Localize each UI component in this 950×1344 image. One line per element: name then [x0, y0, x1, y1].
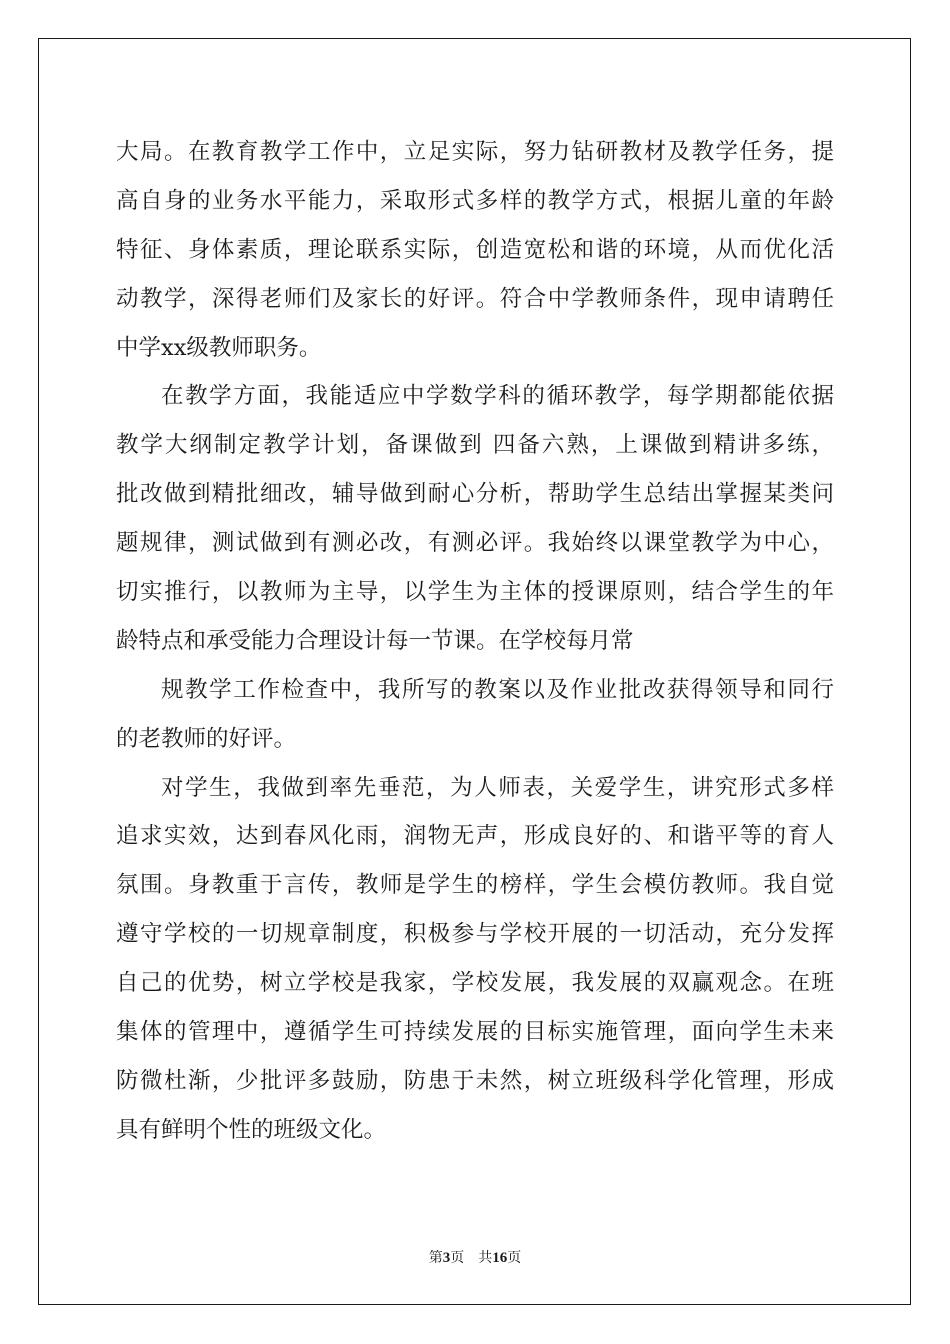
text-line: 遵守学校的一切规章制度，积极参与学校开展的一切活动，充分发挥: [116, 921, 834, 948]
text-line: 大局。在教育教学工作中，立足实际，努力钻研教材及教学任务，提: [116, 139, 834, 165]
text-line: 氛围。身教重于言传，教师是学生的榜样，学生会模仿教师。我自觉: [116, 872, 834, 899]
text-line: 规教学工作检查中，我所写的教案以及作业批改获得领导和同行: [161, 676, 834, 703]
text-line: 防微杜渐，少批评多鼓励，防患于未然，树立班级科学化管理，形成: [116, 1067, 834, 1094]
text-line: 切实推行，以教师为主导，以学生为主体的授课原则，结合学生的年: [116, 579, 834, 606]
text-line: 题规律，测试做到有测必改，有测必评。我始终以课堂教学为中心，: [116, 530, 834, 557]
footer-total-prefix: 共: [478, 1250, 493, 1266]
text-line: 动教学，深得老师们及家长的好评。符合中学教师条件，现申请聘任: [116, 285, 834, 312]
document-body: [116, 128, 834, 1155]
current-page-number: 3: [442, 1250, 451, 1266]
text-line: 自己的优势，树立学校是我家，学校发展，我发展的双赢观念。在班: [116, 970, 834, 997]
footer-prefix: 第: [428, 1250, 443, 1266]
text-line: 在教学方面，我能适应中学数学科的循环教学，每学期都能依据: [161, 383, 834, 410]
footer-total-unit: 页: [507, 1250, 522, 1266]
text-line: 高自身的业务水平能力，采取形式多样的教学方式，根据儿童的年龄: [116, 187, 834, 214]
text-line: 具有鲜明个性的班级文化。: [116, 1116, 387, 1143]
text-line: 追求实效，达到春风化雨，润物无声，形成良好的、和谐平等的育人: [116, 823, 834, 850]
text-line: 中学xx级教师职务。: [116, 334, 322, 361]
footer-page-unit: 页: [450, 1250, 465, 1266]
text-line: 集体的管理中，遵循学生可持续发展的目标实施管理，面向学生未来: [116, 1019, 834, 1046]
text-line: 的老教师的好评。: [116, 725, 297, 752]
text-line: 教学大纲制定教学计划，备课做到 四备六熟，上课做到精讲多练，: [116, 432, 834, 459]
text-line: 对学生，我做到率先垂范，为人师表，关爱学生，讲究形式多样: [161, 774, 834, 801]
total-page-count: 16: [492, 1250, 508, 1266]
text-line: 特征、身体素质，理论联系实际，创造宽松和谐的环境，从而优化活: [116, 236, 834, 263]
text-line: 批改做到精批细改，辅导做到耐心分析，帮助学生总结出掌握某类问: [116, 481, 834, 508]
text-line: 龄特点和承受能力合理设计每一节课。在学校每月常: [116, 627, 634, 654]
page-footer: [0, 1247, 950, 1267]
